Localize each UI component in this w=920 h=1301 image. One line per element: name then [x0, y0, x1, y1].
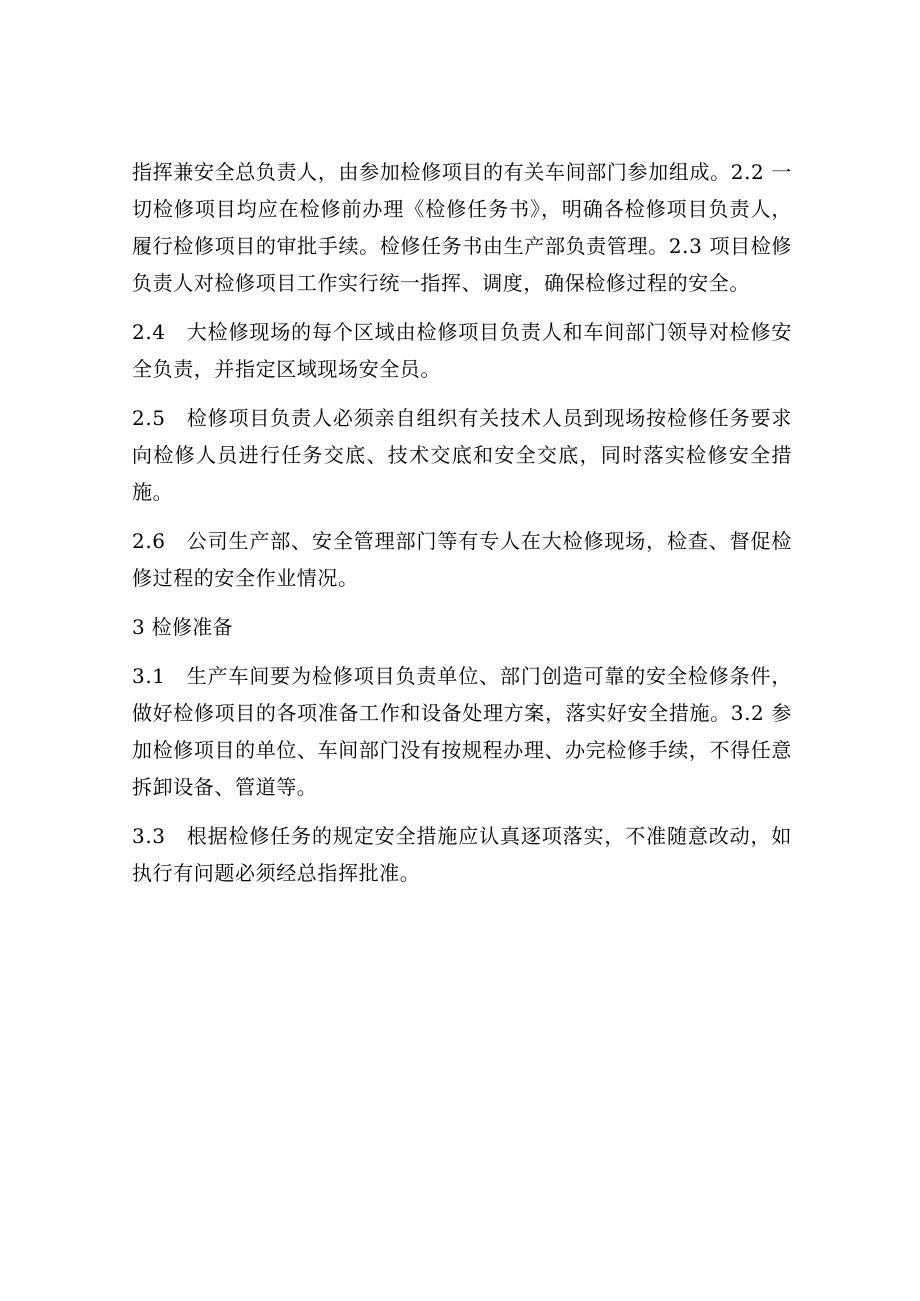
section-heading-3: 3 检修准备 — [132, 615, 233, 639]
paragraph-2-4: 2.4 大检修现场的每个区域由检修项目负责人和车间部门领导对检修安全负责，并指定区域现场安全员。 — [132, 320, 792, 381]
paragraph-3-3: 3.3 根据检修任务的规定安全措施应认真逐项落实，不准随意改动，如执行有问题必须经总指挥批准。 — [132, 824, 792, 885]
document-page — [132, 154, 792, 892]
paragraph-2-6: 2.6 公司生产部、安全管理部门等有专人在大检修现场，检查、督促检修过程的安全作业情况。 — [132, 529, 792, 590]
paragraph-2-1-to-2-3: 指挥兼安全总负责人，由参加检修项目的有关车间部门参加组成。2.2 一切检修项目均应在检修前办理《检修任务书》，明确各检修项目负责人，履行检修项目的审批手续。检修任务书由生产部负责管理。2.3 项目检修负责人对检修项目工作实行统一指挥、调度，确保检修过程的安全。 — [132, 160, 792, 295]
paragraph-3-1-to-3-2: 3.1 生产车间要为检修项目负责单位、部门创造可靠的安全检修条件，做好检修项目的各项准备工作和设备处理方案，落实好安全措施。3.2 参加检修项目的单位、车间部门没有按规程办理、办完检修手续，不得任意拆卸设备、管道等。 — [132, 664, 792, 799]
paragraph-2-5: 2.5 检修项目负责人必须亲自组织有关技术人员到现场按检修任务要求向检修人员进行任务交底、技术交底和安全交底，同时落实检修安全措施。 — [132, 406, 792, 504]
